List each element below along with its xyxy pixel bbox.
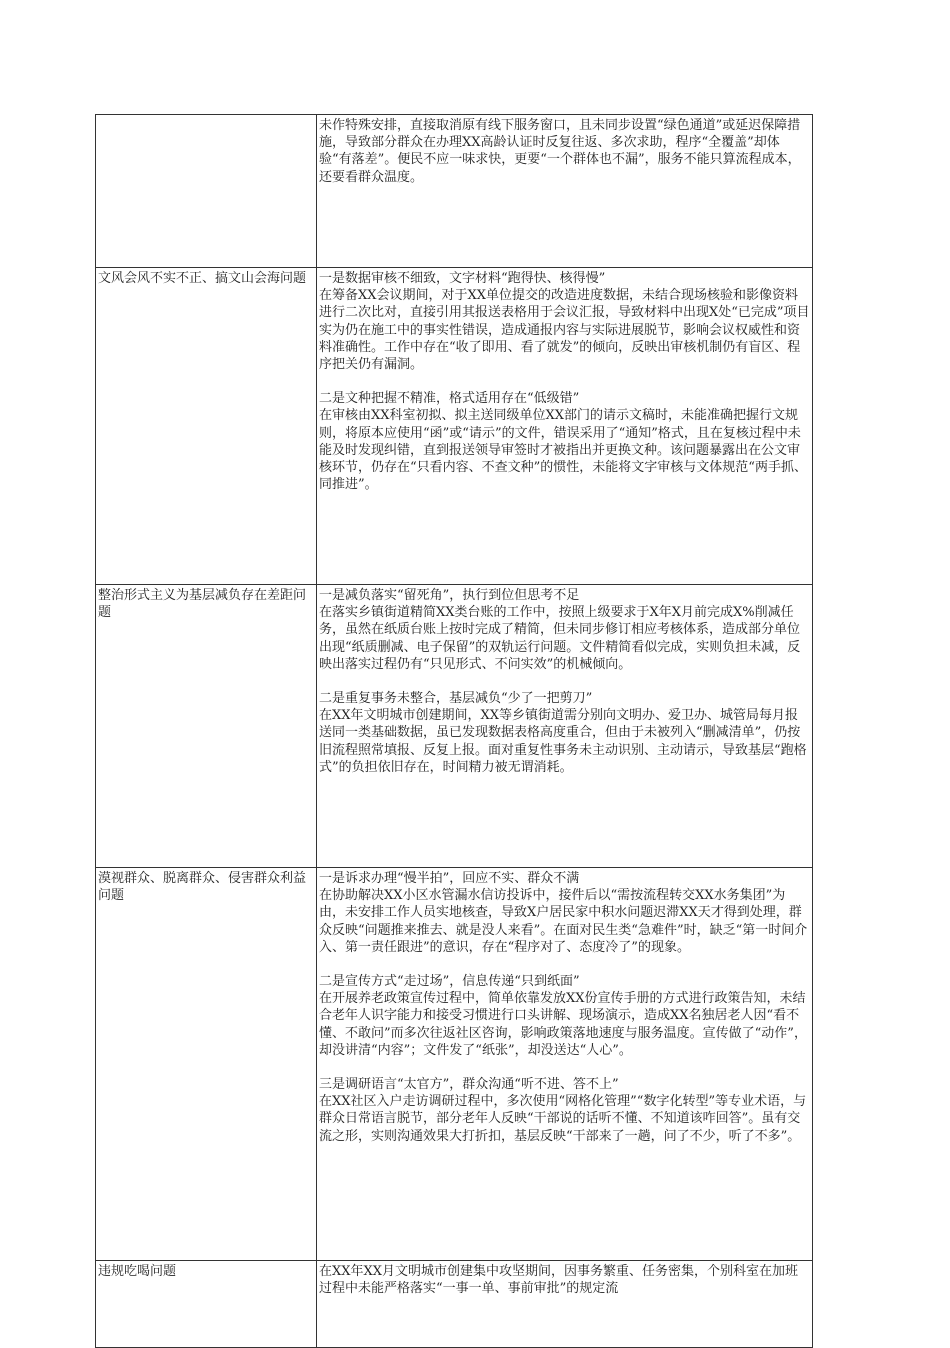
content-paragraph: 二是宣传方式“走过场”，信息传递“只到纸面” 在开展养老政策宣传过程中，简单依靠发放XX份宣传手册的方式进行政策告知，未结合老年人识字能力和接受习惯进行口头讲解、现场演示，造成XX名独居老人因“看不懂、不敢问”而多次往返社区咨询，影响政策落地速度与服务温度。宣传做了“动作”，却没讲清“内容”；文件发了“纸张”，却没送达“人心”。: [319, 974, 807, 1058]
content-paragraph: 二是重复事务未整合，基层减负“少了一把剪刀” 在XX年文明城市创建期间，XX等乡镇街道需分别向文明办、爱卫办、城管局每月报送同一类基础数据，虽已发现数据表格高度重合，但由于未被列入“删减清单”，仍按旧流程照常填报、反复上报。面对重复性事务未主动识别、主动请示，导致基层“跑格式”的负担依旧存在，时间精力被无谓消耗。: [319, 691, 807, 775]
content-paragraph: 在XX年XX月文明城市创建集中攻坚期间，因事务繁重、任务密集，个别科室在加班过程中未能严格落实“一事一单、事前审批”的规定流: [319, 1264, 799, 1297]
table-row: [96, 115, 813, 268]
content-cell: [317, 1261, 813, 1348]
content-cell: [317, 115, 813, 268]
table-row: [96, 1261, 813, 1348]
content-paragraph: 二是文种把握不精准，格式适用存在“低级错” 在审核由XX科室初拟、拟主送同级单位XX部门的请示文稿时，未能准确把握行文规则，将原本应使用“函”或“请示”的文件，错误采用了“通知”格式，且在复核过程中未能及时发现纠错，直到报送领导审签时才被指出并更换文种。该问题暴露出在公文审核环节，仍存在“只看内容、不查文种”的惯性，未能将文字审核与文体规范“两手抓、同推进”。: [319, 391, 807, 493]
category-cell: 漠视群众、脱离群众、侵害群众利益问题: [96, 868, 317, 1261]
category-cell: 违规吃喝问题: [96, 1261, 317, 1348]
content-paragraph: 未作特殊安排，直接取消原有线下服务窗口，且未同步设置“绿色通道”或延迟保障措施，导致部分群众在办理XX高龄认证时反复往返、多次求助，程序“全覆盖”却体验“有落差”。便民不应一味求快，更要“一个群体也不漏”，服务不能只算流程成本，还要看群众温度。: [319, 118, 801, 185]
category-cell: 文风会风不实不正、搞文山会海问题: [96, 268, 317, 585]
content-cell: [317, 268, 813, 585]
content-cell: [317, 585, 813, 868]
content-paragraph: 一是诉求办理“慢半拍”，回应不实、群众不满 在协助解决XX小区水管漏水信访投诉中，接件后以“需按流程转交XX水务集团”为由，未安排工作人员实地核查，导致X户居民家中积水问题迟滞XX天才得到处理，群众反映“问题推来推去、就是没人来看”。在面对民生类“急难件”时，缺乏“第一时间介入、第一责任跟进”的意识，存在“程序对了、态度冷了”的现象。: [319, 871, 808, 955]
category-cell: 整治形式主义为基层减负存在差距问题: [96, 585, 317, 868]
content-paragraph: 一是减负落实“留死角”，执行到位但思考不足 在落实乡镇街道精简XX类台账的工作中，按照上级要求于X年X月前完成X%削减任务，虽然在纸质台账上按时完成了精简，但未同步修订相应考核体系，造成部分单位出现“纸质删减、电子保留”的双轨运行问题。文件精简看似完成，实则负担未减，反映出落实过程仍有“只见形式、不问实效”的机械倾向。: [319, 588, 801, 672]
content-paragraph: 三是调研语言“太官方”，群众沟通“听不进、答不上” 在XX社区入户走访调研过程中，多次使用“网格化管理”“数字化转型”等专业术语，与群众日常语言脱节，部分老年人反映“干部说的话听不懂、不知道该咋回答”。虽有交流之形，实则沟通效果大打折扣，基层反映“干部来了一趟，问了不少，听了不多”。: [319, 1077, 807, 1144]
issues-table: [95, 114, 813, 1348]
table-row: [96, 268, 813, 585]
content-paragraph: 一是数据审核不细致，文字材料“跑得快、核得慢” 在筹备XX会议期间，对于XX单位提交的改造进度数据，未结合现场核验和影像资料进行二次比对，直接引用其报送表格用于会议汇报，导致材料中出现X处“已完成”项目实为仍在施工中的事实性错误，造成通报内容与实际进展脱节，影响会议权威性和资料准确性。工作中存在“收了即用、看了就发”的倾向，反映出审核机制仍有盲区、程序把关仍有漏洞。: [319, 271, 810, 373]
table-row: [96, 868, 813, 1261]
category-cell: [96, 115, 317, 268]
table-row: [96, 585, 813, 868]
content-cell: [317, 868, 813, 1261]
